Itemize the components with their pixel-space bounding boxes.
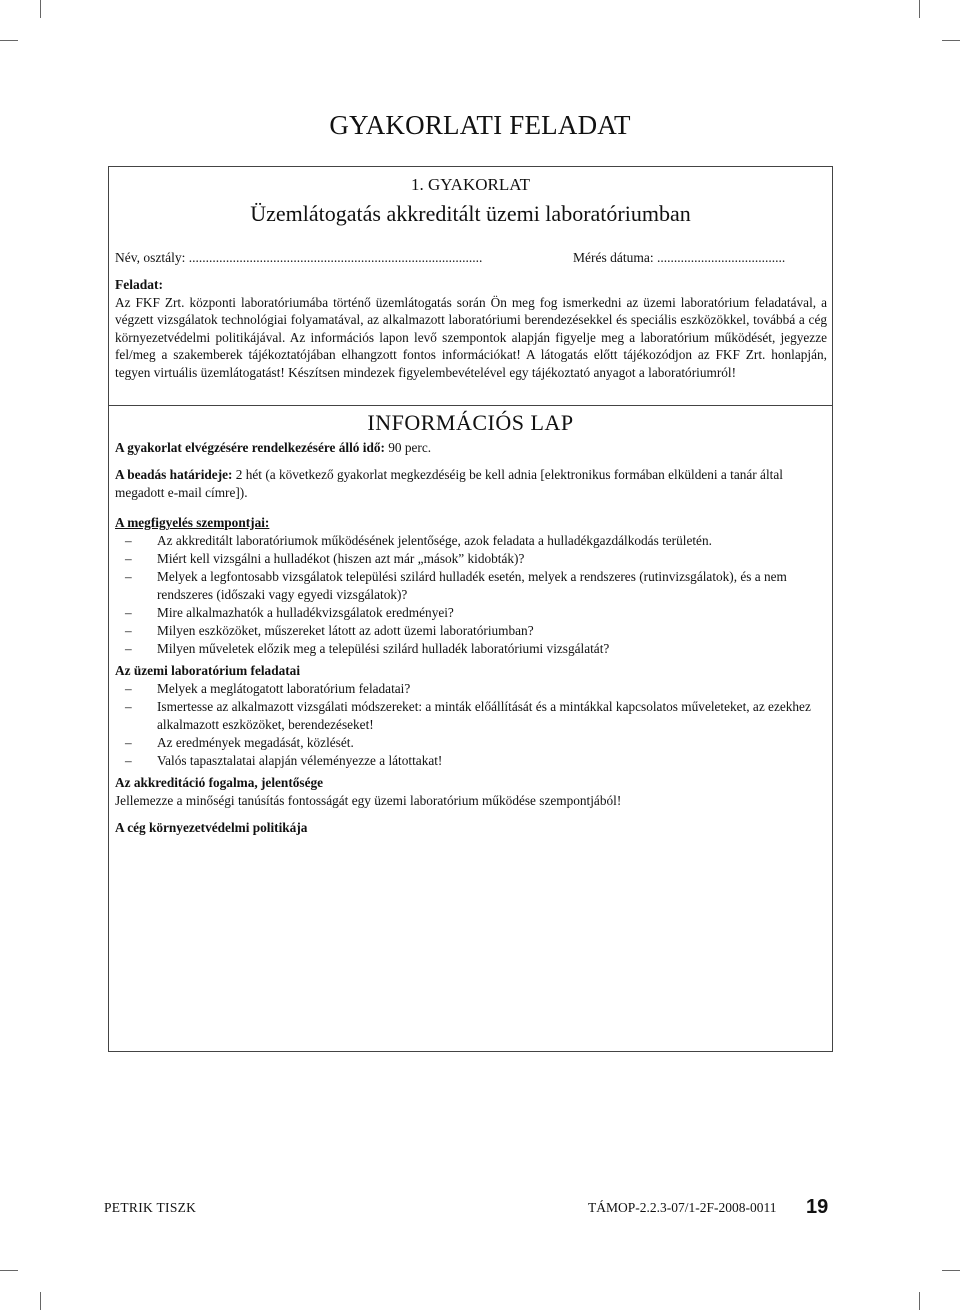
crop-mark (919, 0, 920, 18)
list-item: – Milyen eszközöket, műszereket látott az adott üzemi laboratóriumban? (115, 622, 827, 640)
lab-tasks-section (115, 662, 827, 770)
time-allowed-value: 90 perc. (388, 440, 432, 455)
accreditation-title: Az akkreditáció fogalma, jelentősége (115, 775, 324, 790)
crop-mark (942, 40, 960, 41)
accreditation-text: Jellemezze a minőségi tanúsítás fontosságát egy üzemi laboratórium működése szempontjából! (115, 793, 622, 808)
observation-list (115, 532, 827, 658)
page-number: 19 (806, 1196, 829, 1218)
list-item: – Mire alkalmazhatók a hulladékvizsgálatok eredményei? (115, 604, 827, 622)
crop-mark (942, 1270, 960, 1271)
crop-mark (40, 1292, 41, 1310)
crop-mark (40, 0, 41, 18)
footer-project-code: TÁMOP-2.2.3-07/1-2F-2008-0011 (588, 1200, 777, 1215)
list-item: – Milyen műveletek előzik meg a települési szilárd hulladék laboratóriumi vizsgálatát? (115, 640, 827, 658)
observation-title: A megfigyelés szempontjai: (115, 515, 270, 530)
time-allowed (115, 440, 431, 456)
list-item: – Melyek a legfontosabb vizsgálatok települési szilárd hulladék esetén, melyek a rendszeres (rutinvizsgálatok), és a nem rendszeres (időszaki vagy egyedi vizsgálatok)? (115, 568, 827, 604)
task-label: Feladat: (115, 277, 163, 292)
exercise-box (108, 166, 833, 406)
list-item: – Ismertesse az alkalmazott vizsgálati módszereket: a minták előállítását és a mintákkal kapcsolatos műveleteket, az ezekhez alkalmazott eszközöket, berendezéseket! (115, 698, 827, 734)
page-title: GYAKORLATI FELADAT (329, 110, 631, 140)
task-description: Az FKF Zrt. központi laboratóriumába történő üzemlátogatás során Ön meg fog ismerkedni az üzemi laboratórium feladatával, a végzett vizsgálatok technológiai folyamatával, az alkalmazott laboratóriumi berendezésekkel és speciális eszközökkel, továbbá a cég környezetvédelmi politikájával. Az információs lapon levő szempontok alapján figyelje meg a laboratórium működését, jegyezze fel/meg a szakemberek tájékoztatójában elhangzott fontos információkat! A látogatás előtt tájékozódjon az FKF Zrt. honlapján, tegyen virtuális üzemlátogatást! Készítsen mindezek figyelembevételével egy tájékoztató anyagot a laboratóriumról! (115, 295, 827, 380)
footer-publisher: PETRIK TISZK (104, 1200, 197, 1215)
info-sheet-box (108, 406, 833, 1052)
accreditation-section (115, 774, 827, 810)
measurement-date-field: Mérés dátuma: ...................................... (573, 250, 786, 265)
crop-mark (0, 1270, 18, 1271)
list-item: – Az akkreditált laboratóriumok működésének jelentősége, azok feladata a hulladékgazdálkodás területén. (115, 532, 827, 550)
exercise-title: Üzemlátogatás akkreditált üzemi laboratóriumban (250, 201, 691, 226)
crop-mark (919, 1292, 920, 1310)
crop-mark (0, 40, 18, 41)
exercise-number: 1. GYAKORLAT (411, 175, 530, 194)
name-class-field: Név, osztály: ....................................................................................... (115, 250, 483, 265)
list-item: – Melyek a meglátogatott laboratórium feladatai? (115, 680, 827, 698)
policy-section (115, 819, 827, 837)
list-item: – Valós tapasztalatai alapján véleményezze a látottakat! (115, 752, 827, 770)
lab-tasks-title: Az üzemi laboratórium feladatai (115, 663, 301, 678)
observation-section (115, 514, 827, 658)
submission-deadline (115, 466, 827, 502)
list-item: – Az eredmények megadását, közlését. (115, 734, 827, 752)
info-sheet-title: INFORMÁCIÓS LAP (367, 410, 574, 435)
policy-title: A cég környezetvédelmi politikája (115, 820, 308, 835)
list-item: – Miért kell vizsgálni a hulladékot (hiszen azt már „mások” kidobták)? (115, 550, 827, 568)
time-allowed-label: A gyakorlat elvégzésére rendelkezésére álló idő: (115, 440, 385, 455)
deadline-label: A beadás határideje: (115, 467, 233, 482)
lab-tasks-list (115, 680, 827, 770)
deadline-text: 2 hét (a következő gyakorlat megkezdéséig be kell adnia [elektronikus formában elküldeni a tanár által megadott e-mail címre]). (115, 467, 783, 500)
